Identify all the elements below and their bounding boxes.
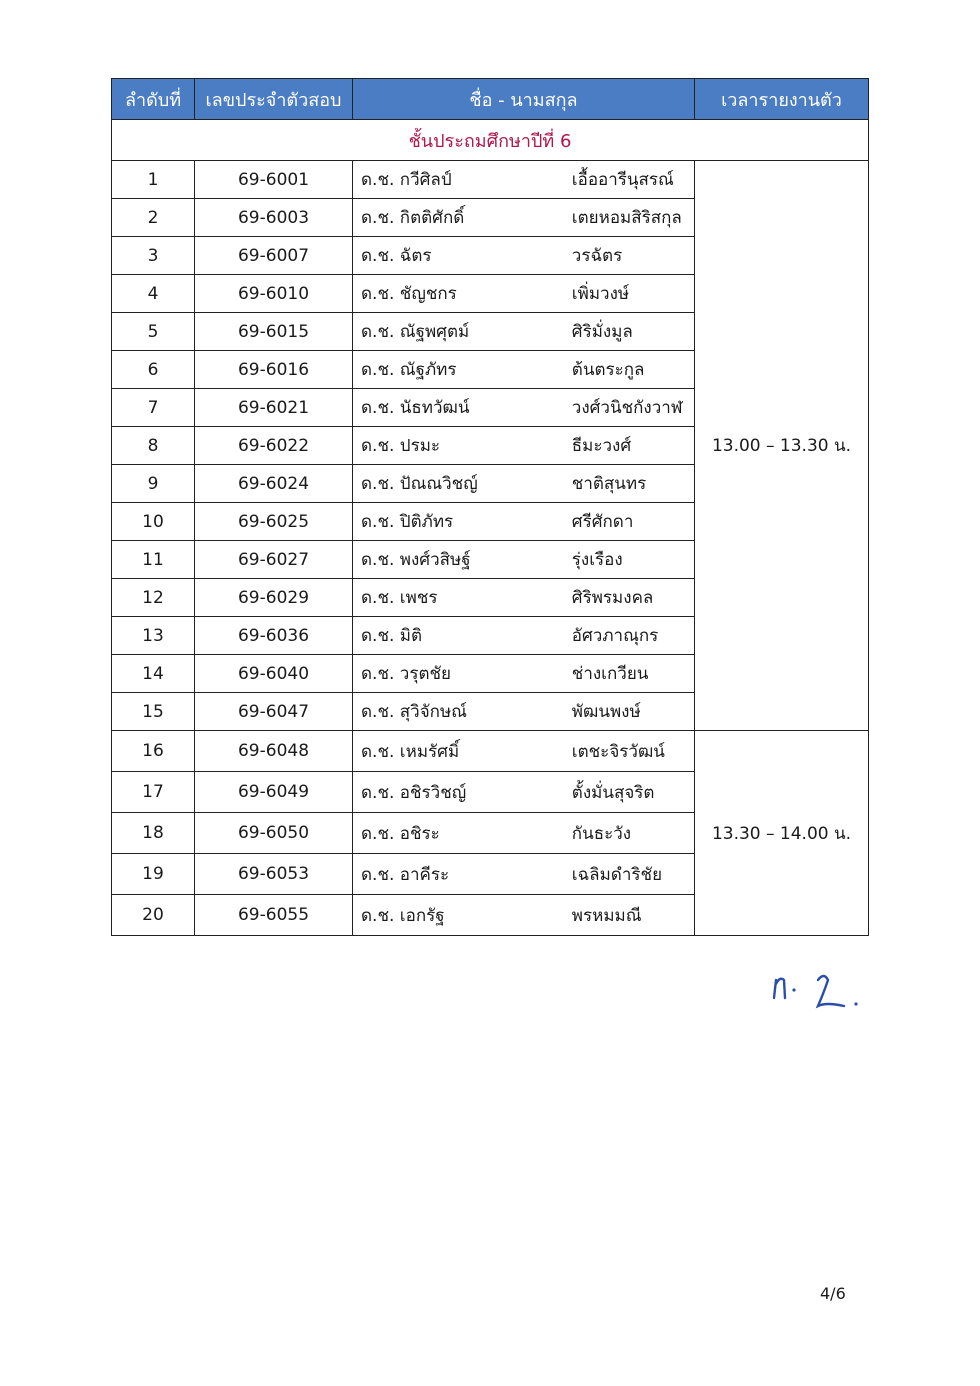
name-prefix: ด.ช. [361,474,395,494]
first-name: อาคีระ [399,864,450,885]
first-name: เหมรัศมิ์ [399,741,460,762]
table-row [112,731,869,772]
first-name: อชิรวิชญ์ [399,782,467,803]
first-name: เพชร [399,588,438,608]
row-order: 8 [112,427,195,465]
name-prefix: ด.ช. [361,512,395,532]
row-order: 4 [112,275,195,313]
header-order: ลำดับที่ [112,79,195,120]
first-name: สุวิจักษณ์ [399,702,467,722]
table-row [112,161,869,199]
last-name: ช่างเกวียน [571,664,649,684]
name-prefix: ด.ช. [361,626,395,646]
row-exam-id: 69-6024 [195,465,353,503]
row-name [353,503,695,541]
first-name: กิตติศักดิ์ [399,208,465,228]
first-name: นัธทวัฒน์ [399,398,470,418]
row-name [353,772,695,813]
name-prefix: ด.ช. [361,905,395,926]
row-name [353,655,695,693]
row-name [353,895,695,936]
row-name [353,579,695,617]
name-prefix: ด.ช. [361,436,395,456]
row-name [353,351,695,389]
row-exam-id: 69-6001 [195,161,353,199]
name-prefix: ด.ช. [361,782,395,803]
report-time-slot: 13.00 – 13.30 น. [695,161,869,731]
last-name: เตชะจิรวัฒน์ [571,741,665,762]
first-name: ปิติภัทร [399,512,454,532]
name-prefix: ด.ช. [361,864,395,885]
row-order: 17 [112,772,195,813]
name-prefix: ด.ช. [361,664,395,684]
name-prefix: ด.ช. [361,360,395,380]
row-exam-id: 69-6016 [195,351,353,389]
name-prefix: ด.ช. [361,170,395,190]
name-prefix: ด.ช. [361,398,395,418]
header-name: ชื่อ - นามสกุล [353,79,695,120]
last-name: วรฉัตร [571,246,623,266]
first-name: ณัฐภัทร [399,360,457,380]
handwritten-signature [768,968,868,1020]
table-header-row [112,79,869,120]
header-report-time: เวลารายงานตัว [695,79,869,120]
last-name: ตั้งมั่นสุจริต [571,782,655,803]
row-order: 13 [112,617,195,655]
row-exam-id: 69-6025 [195,503,353,541]
row-order: 16 [112,731,195,772]
row-exam-id: 69-6048 [195,731,353,772]
row-exam-id: 69-6027 [195,541,353,579]
row-exam-id: 69-6040 [195,655,353,693]
row-exam-id: 69-6029 [195,579,353,617]
row-name [353,854,695,895]
row-name [353,313,695,351]
row-exam-id: 69-6047 [195,693,353,731]
registration-table [111,78,869,936]
last-name: เฉลิมดำริชัย [571,864,663,885]
first-name: วรุตชัย [399,664,452,684]
row-order: 20 [112,895,195,936]
row-name [353,199,695,237]
row-exam-id: 69-6007 [195,237,353,275]
last-name: ต้นตระกูล [571,360,645,380]
row-name [353,693,695,731]
row-exam-id: 69-6021 [195,389,353,427]
row-exam-id: 69-6036 [195,617,353,655]
name-prefix: ด.ช. [361,741,395,762]
last-name: วงศ์วนิชกังวาฬ [571,398,683,418]
row-exam-id: 69-6049 [195,772,353,813]
last-name: เพิ่มวงษ์ [571,284,630,304]
report-time-slot: 13.30 – 14.00 น. [695,731,869,936]
row-order: 7 [112,389,195,427]
row-order: 9 [112,465,195,503]
section-row [112,120,869,161]
row-name [353,731,695,772]
first-name: อชิระ [399,823,440,844]
first-name: กวีศิลป์ [399,170,452,190]
page-number: 4/6 [820,1284,846,1303]
row-exam-id: 69-6053 [195,854,353,895]
row-exam-id: 69-6010 [195,275,353,313]
row-exam-id: 69-6022 [195,427,353,465]
row-name [353,813,695,854]
first-name: เอกรัฐ [399,905,445,926]
row-name [353,427,695,465]
header-exam-id: เลขประจำตัวสอบ [195,79,353,120]
row-name [353,275,695,313]
name-prefix: ด.ช. [361,208,395,228]
last-name: ธีมะวงศ์ [571,436,632,456]
row-name [353,237,695,275]
name-prefix: ด.ช. [361,550,395,570]
name-prefix: ด.ช. [361,246,395,266]
row-order: 6 [112,351,195,389]
row-order: 10 [112,503,195,541]
last-name: เอื้ออารีนุสรณ์ [571,170,674,190]
first-name: ปรมะ [399,436,441,456]
last-name: พรหมมณี [571,905,642,926]
section-title: ชั้นประถมศึกษาปีที่ 6 [112,120,869,161]
last-name: รุ่งเรือง [571,550,623,570]
row-order: 19 [112,854,195,895]
name-prefix: ด.ช. [361,702,395,722]
name-prefix: ด.ช. [361,322,395,342]
row-name [353,465,695,503]
last-name: ศรีศักดา [571,512,634,532]
row-name [353,161,695,199]
row-name [353,541,695,579]
row-exam-id: 69-6003 [195,199,353,237]
row-exam-id: 69-6015 [195,313,353,351]
row-exam-id: 69-6055 [195,895,353,936]
row-order: 5 [112,313,195,351]
row-name [353,617,695,655]
name-prefix: ด.ช. [361,823,395,844]
last-name: อัศวภาณุกร [571,626,659,646]
row-name [353,389,695,427]
row-order: 12 [112,579,195,617]
row-order: 14 [112,655,195,693]
name-prefix: ด.ช. [361,588,395,608]
last-name: ศิริพรมงคล [571,588,654,608]
name-prefix: ด.ช. [361,284,395,304]
last-name: พัฒนพงษ์ [571,702,641,722]
last-name: ศิริมั่งมูล [571,322,633,342]
row-order: 15 [112,693,195,731]
last-name: ชาติสุนทร [571,474,647,494]
first-name: ชัญชกร [399,284,457,304]
first-name: มิติ [399,626,423,646]
row-exam-id: 69-6050 [195,813,353,854]
first-name: ฉัตร [399,246,432,266]
last-name: เตยหอมสิริสกุล [571,208,682,228]
first-name: ปัณณวิชญ์ [399,474,478,494]
first-name: พงศ์วสิษฐ์ [399,550,471,570]
first-name: ณัฐพศุตม์ [399,322,470,342]
row-order: 1 [112,161,195,199]
last-name: กันธะวัง [571,823,632,844]
row-order: 3 [112,237,195,275]
row-order: 2 [112,199,195,237]
row-order: 11 [112,541,195,579]
row-order: 18 [112,813,195,854]
